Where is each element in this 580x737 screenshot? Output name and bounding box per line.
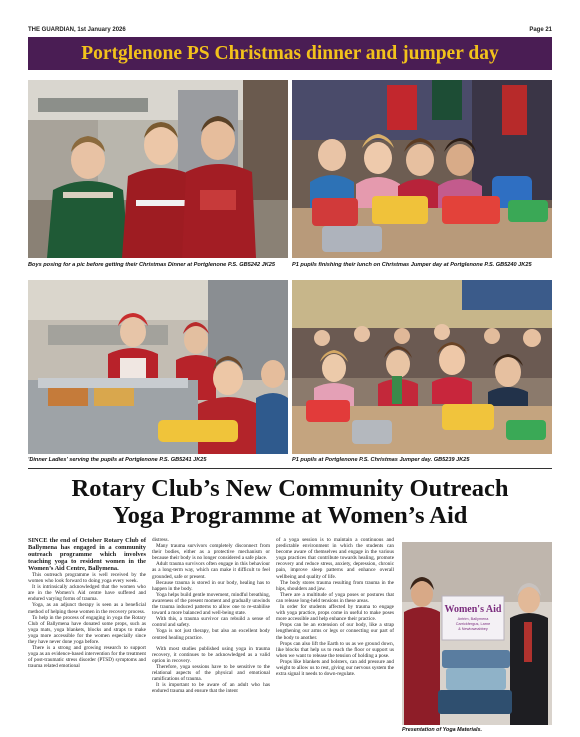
article-paragraph: Therefore, yoga sessions have to be sensitive to the relational aspects of the physical and emotional ramifications of trauma. bbox=[152, 663, 270, 683]
article-paragraph: Adult trauma survivors often engage in this behaviour as a long-term way, which can make it difficult to feel grounded, safe or present. bbox=[152, 561, 270, 580]
article-lead: SINCE the end of October Rotary Club of Ballymena has engaged in a community outreach programme which involves teaching yoga to resident women in the Women’s Aid Centre, Ballymena. bbox=[28, 537, 146, 572]
article-paragraph: distress. bbox=[152, 537, 169, 543]
photo-caption-1: Boys posing for a pic before getting their Christmas Dinner at Portglenone P.S. GB5242 JK25 bbox=[28, 262, 276, 268]
women-aid-sign-line-3: & Newtownabbey bbox=[458, 627, 488, 631]
section-divider bbox=[28, 468, 552, 469]
article-column-2 bbox=[152, 537, 270, 694]
photo-caption-5: Presentation of Yoga Materials. bbox=[402, 727, 482, 733]
article-paragraph: Props like blankets and bolsters, can add pressure and weight to allow us to rest, giving our nervous system the extra signal it needs to down-regulate. bbox=[276, 658, 394, 678]
photo-caption-3: 'Dinner Ladies' serving the pupils at Portglenone P.S. GB5241 JK25 bbox=[28, 457, 207, 463]
article-paragraph: With this, a trauma survivor can rebuild a sense of control and safety. bbox=[152, 616, 270, 629]
headline-line-2: Yoga Programme at Women’s Aid bbox=[112, 502, 468, 529]
article-paragraph: There are a multitude of yoga poses or postures that can release long-held tensions in these areas. bbox=[276, 591, 394, 604]
article-column-3 bbox=[276, 537, 394, 677]
women-aid-sign-line-1: Antrim, Ballymena bbox=[457, 617, 489, 621]
women-aid-sign-title: Women's Aid bbox=[444, 604, 502, 615]
photo-caption-4: P1 pupils at Portglenone P.S. Christmas Jumper day. GB5239 JK25 bbox=[292, 457, 470, 463]
article-paragraph: Many trauma survivors completely disconnect from their bodies, either as a protective mechanism or because their body is no longer considered a safe place. bbox=[152, 543, 270, 562]
headline-line-1: Rotary Club’s New Community Outreach bbox=[71, 475, 509, 502]
article-paragraph: Props can be an extension of our body, like a strap lengthening our arms or legs or connecting our part of the body to another. bbox=[276, 622, 394, 641]
article-paragraph: It is intrinsically acknowledged that the women who are in the Women’s Aid centre have suffered and endured varying forms of trauma. bbox=[28, 584, 146, 603]
photo-caption-2: P1 pupils finishing their lunch on Christmas Jumper day at Portglenone P.S. GB5240 JK25 bbox=[292, 262, 532, 268]
article-paragraph: The body stores trauma resulting from trauma in the hips, shoulders and jaw. bbox=[276, 579, 394, 592]
article-paragraph: of a yoga session is to maintain a continuous and predictable environment in which the students can become aware of themselves and engage in the various yoga practices that contribute towards healing, promote recovery and reduce stress, anxiety, depression, chronic pain, improve sleep patterns and enhance overall wellbeing and quality of life. bbox=[276, 537, 394, 580]
article-paragraph: With most studies published using yoga in trauma recovery, it continues to be acknowledged as a valid option in recovery. bbox=[152, 645, 270, 664]
paper-date: THE GUARDIAN, 1st January 2026 bbox=[28, 27, 126, 33]
banner-title: Portglenone PS Christmas dinner and jumper day bbox=[81, 42, 499, 64]
page-number: Page 21 bbox=[529, 27, 552, 33]
article-paragraph: Yoga helps build gentle movement, mindful breathing, awareness of the present moment and gradually unwinds the trauma induced patterns to allow one to re-stabilise toward a more balanced and well-being state. bbox=[152, 591, 270, 617]
article-paragraph: Because trauma is stored in our body, healing has to happen in the body. bbox=[152, 579, 270, 592]
article-paragraph: It is important to be aware of an adult who has endured trauma and ensure that the intent bbox=[152, 682, 270, 695]
article-paragraph: In order for students affected by trauma to engage with yoga practice, props come in useful to make poses more accessible and help enhance their practice. bbox=[276, 604, 394, 623]
photo-boys-kitchen bbox=[28, 80, 288, 258]
article-headline bbox=[28, 475, 552, 529]
article-column-1 bbox=[28, 537, 146, 670]
article-paragraph: Props can also lift the Earth to us as we ground down, like blocks that help us to reach the floor or support us when we want to release the tension of holding a pose. bbox=[276, 640, 394, 659]
article-paragraph: To help in the process of engaging in yoga the Rotary Club of Ballymena have donated some props, such as yoga mats, yoga blankets, blocks and straps to make yoga more accessible for the women especially since they have never done yoga before. bbox=[28, 614, 146, 646]
section-banner bbox=[28, 37, 552, 70]
women-aid-sign-line-2: Carrickfergus, Larne bbox=[455, 622, 491, 626]
photo-p1-pupils bbox=[292, 280, 552, 454]
article-paragraph: Yoga, as an adjunct therapy is seen as a beneficial method of helping these women in the recovery process. bbox=[28, 602, 146, 615]
article-paragraph: There is a strong and growing research to support yoga as an evidence-based intervention for the treatment of post-traumatic stress disorder (PTSD) symptoms and trauma related emotional bbox=[28, 645, 146, 670]
photo-yoga-presentation bbox=[402, 542, 552, 725]
article-paragraph: This outreach programme is well received by the women who look forward to doing yoga every week. bbox=[28, 572, 146, 585]
article-paragraph: Yoga is not just therapy, but also an excellent body centred healing practice. bbox=[152, 628, 270, 641]
masthead bbox=[28, 27, 552, 36]
photo-dinner-ladies bbox=[28, 280, 288, 454]
photo-pupils-lunch bbox=[292, 80, 552, 258]
